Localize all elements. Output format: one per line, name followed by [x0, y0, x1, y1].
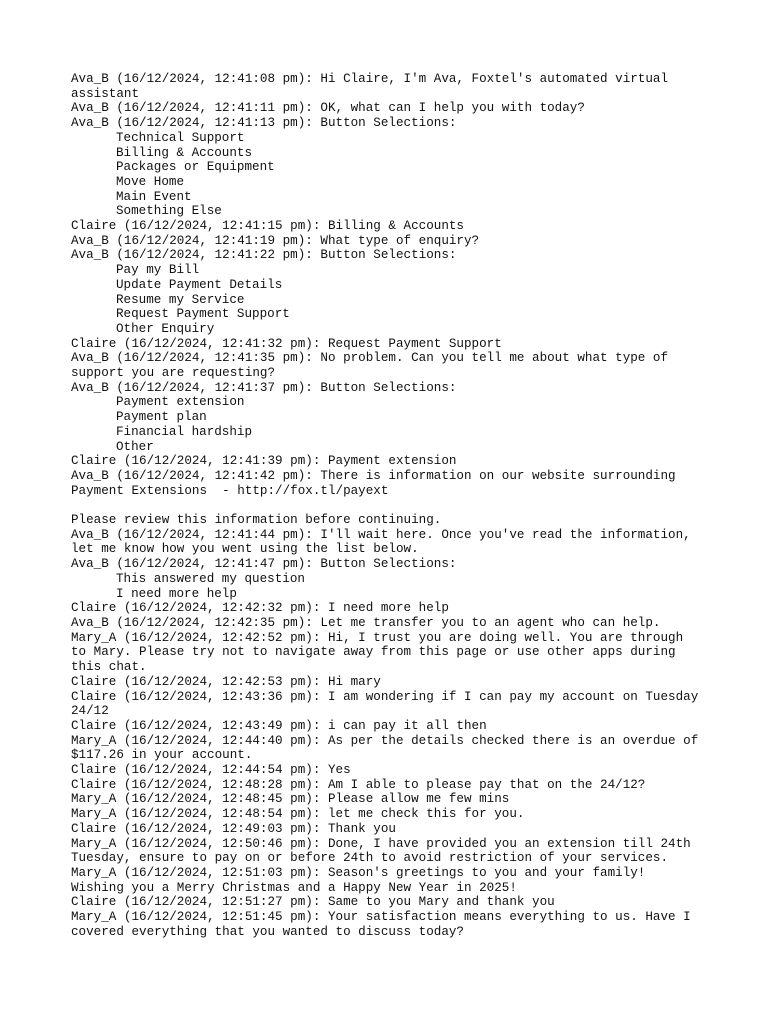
transcript-line: Ava_B (16/12/2024, 12:41:11 pm): OK, what can I help you with today? [71, 101, 585, 116]
transcript-line: Tuesday, ensure to pay on or before 24th to avoid restriction of your services. [71, 851, 669, 866]
button-selection-option: Request Payment Support [116, 307, 290, 322]
transcript-line: Mary_A (16/12/2024, 12:51:03 pm): Season's greetings to you and your family! [71, 865, 646, 880]
transcript-line: Payment Extensions - http://fox.tl/payext [71, 483, 389, 498]
button-selection-option: Payment extension [116, 395, 245, 410]
transcript-line: Ava_B (16/12/2024, 12:41:37 pm): Button Selections: [71, 380, 457, 395]
transcript-line: Ava_B (16/12/2024, 12:41:19 pm): What type of enquiry? [71, 233, 480, 248]
button-selection-option: I need more help [116, 586, 237, 601]
transcript-line: let me know how you went using the list below. [71, 542, 419, 557]
transcript-line: Mary_A (16/12/2024, 12:48:54 pm): let me check this for you. [71, 807, 525, 822]
transcript-line: Ava_B (16/12/2024, 12:42:35 pm): Let me transfer you to an agent who can help. [71, 616, 661, 630]
transcript-line: Claire (16/12/2024, 12:41:39 pm): Payment extension [71, 454, 457, 469]
button-selection-option: Move Home [116, 174, 185, 189]
transcript-line [71, 498, 711, 513]
transcript-line: Mary_A (16/12/2024, 12:44:40 pm): As per the details checked there is an overdue of [71, 733, 699, 748]
transcript-line: Ava_B (16/12/2024, 12:41:42 pm): There is information on our website surrounding [71, 468, 676, 483]
transcript-line: Mary_A (16/12/2024, 12:51:45 pm): Your satisfaction means everything to us. Have I [71, 910, 691, 925]
transcript-line: Ava_B (16/12/2024, 12:41:22 pm): Button Selections: [71, 248, 457, 263]
transcript-line: support you are requesting? [71, 366, 276, 381]
button-selection-option: This answered my question [116, 571, 305, 586]
button-selection-option: Resume my Service [116, 292, 245, 307]
button-selection-option: Other [116, 439, 154, 454]
button-selection-option: Update Payment Details [116, 277, 283, 292]
transcript-line: Ava_B (16/12/2024, 12:41:44 pm): I'll wait here. Once you've read the information, [71, 527, 691, 542]
transcript-line: Ava_B (16/12/2024, 12:41:35 pm): No problem. Can you tell me about what type of [71, 351, 669, 366]
transcript-line: Claire (16/12/2024, 12:42:32 pm): I need more help [71, 601, 449, 616]
button-selection-option: Other Enquiry [116, 321, 215, 336]
transcript-line: Please review this information before continuing. [71, 513, 442, 528]
button-selection-option: Pay my Bill [116, 263, 200, 278]
transcript-line: Claire (16/12/2024, 12:41:15 pm): Billing & Accounts [71, 219, 464, 234]
transcript-line: Claire (16/12/2024, 12:41:32 pm): Request Payment Support [71, 336, 502, 351]
transcript-line: this chat. [71, 660, 147, 675]
transcript-line: Mary_A (16/12/2024, 12:42:52 pm): Hi, I trust you are doing well. You are through [71, 630, 684, 645]
transcript-line: Claire (16/12/2024, 12:42:53 pm): Hi mary [71, 674, 381, 689]
transcript-line: Ava_B (16/12/2024, 12:41:13 pm): Button Selections: [71, 116, 457, 131]
chat-transcript [71, 72, 711, 939]
transcript-line: to Mary. Please try not to navigate away from this page or use other apps during [71, 645, 676, 660]
transcript-line: $117.26 in your account. [71, 748, 253, 763]
button-selection-option: Technical Support [116, 130, 245, 145]
button-selection-option: Something Else [116, 204, 222, 219]
transcript-line: Claire (16/12/2024, 12:48:28 pm): Am I able to please pay that on the 24/12? [71, 777, 646, 792]
transcript-line: Claire (16/12/2024, 12:43:49 pm): i can pay it all then [71, 718, 487, 733]
transcript-line: Wishing you a Merry Christmas and a Happy New Year in 2025! [71, 880, 517, 895]
button-selection-option: Billing & Accounts [116, 145, 253, 160]
transcript-line: Ava_B (16/12/2024, 12:41:47 pm): Button Selections: [71, 557, 457, 572]
transcript-line: Claire (16/12/2024, 12:49:03 pm): Thank you [71, 821, 396, 836]
button-selection-option: Payment plan [116, 410, 207, 425]
button-selection-option: Financial hardship [116, 424, 253, 439]
button-selection-option: Packages or Equipment [116, 160, 275, 175]
transcript-line: Mary_A (16/12/2024, 12:48:45 pm): Please allow me few mins [71, 792, 510, 807]
transcript-line: 24/12 [71, 704, 109, 719]
button-selection-option: Main Event [116, 189, 192, 204]
transcript-line: Ava_B (16/12/2024, 12:41:08 pm): Hi Claire, I'm Ava, Foxtel's automated virtual [71, 72, 669, 86]
transcript-line: Claire (16/12/2024, 12:51:27 pm): Same to you Mary and thank you [71, 895, 555, 910]
transcript-line: Mary_A (16/12/2024, 12:50:46 pm): Done, I have provided you an extension till 24th [71, 836, 691, 851]
transcript-line: Claire (16/12/2024, 12:43:36 pm): I am wondering if I can pay my account on Tuesday [71, 689, 699, 704]
transcript-line: covered everything that you wanted to discuss today? [71, 924, 464, 939]
transcript-line: Claire (16/12/2024, 12:44:54 pm): Yes [71, 763, 351, 778]
transcript-line: assistant [71, 86, 140, 101]
